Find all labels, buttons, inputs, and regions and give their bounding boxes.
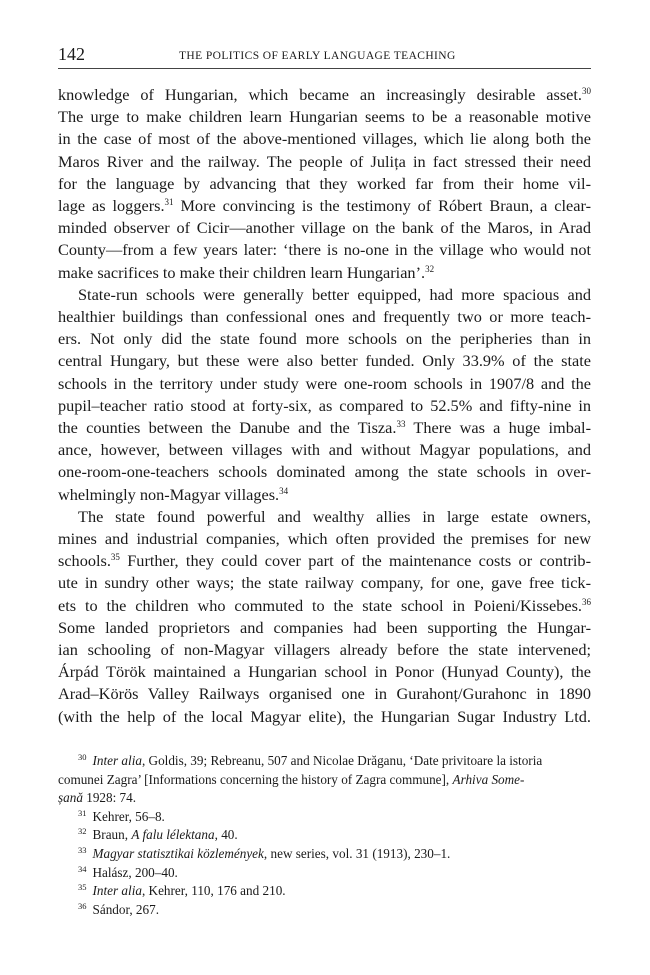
- line-text: ian schooling of non-Magyar villagers already before the state intervened;: [58, 640, 591, 660]
- line-text: Maros River and the railway. The people of Julița in fact stressed their need: [58, 151, 591, 171]
- line-text: pupil–teacher ratio stood at forty-six, as compared to 52.5% and fifty-nine in: [58, 395, 591, 415]
- text-line: [58, 239, 591, 261]
- text-line: [58, 639, 591, 661]
- line-text: State-run schools were generally better equipped, had more spacious and: [78, 284, 591, 304]
- page-number: 142: [58, 44, 85, 64]
- line-text: ance, however, between villages with and without Magyar populations, and: [58, 440, 591, 460]
- footnote-italic-text: șană: [58, 790, 83, 806]
- text-line: [58, 173, 591, 195]
- running-head: THE POLITICS OF EARLY LANGUAGE TEACHING: [179, 50, 456, 62]
- footnote-text: Braun,: [92, 827, 132, 843]
- text-line: [58, 284, 591, 306]
- footnote-number: 33: [78, 844, 87, 855]
- footnote: [58, 771, 591, 790]
- text-line: [58, 328, 591, 350]
- footnote-italic-text: Arhiva Some-: [452, 771, 525, 787]
- line-text: minded observer of Cicir—another village on the bank of the Maros, in Arad: [58, 218, 591, 238]
- text-line: [58, 506, 591, 528]
- text-line: [58, 439, 591, 461]
- line-text: make sacrifices to make their children learn Hungarian’.: [58, 262, 426, 282]
- footnote-italic-text: A falu lélektana: [131, 827, 215, 843]
- footnote-number: 32: [78, 826, 87, 837]
- body-text: [58, 84, 591, 728]
- text-line: [58, 572, 591, 594]
- line-text: ute in sundry other ways; the state railway company, for one, gave free tick-: [58, 573, 591, 593]
- text-line: [58, 528, 591, 550]
- line-text: lage as loggers.: [58, 196, 165, 216]
- footnote-text: Kehrer, 56–8.: [92, 808, 165, 824]
- footnote: [58, 882, 591, 901]
- footnote-ref[interactable]: 30: [582, 86, 591, 96]
- text-line: [58, 595, 591, 617]
- text-line: [58, 550, 591, 572]
- line-text: The state found powerful and wealthy allies in large estate owners,: [78, 506, 591, 526]
- line-text: (with the help of the local Magyar elite), the Hungarian Sugar Industry Ltd.: [58, 706, 591, 726]
- line-text: schools in the territory under study were one-room schools in 1907/8 and the: [58, 373, 591, 393]
- text-line: [58, 706, 591, 728]
- footnote-ref[interactable]: 35: [110, 552, 120, 563]
- text-line: [58, 373, 591, 395]
- footnote: [58, 845, 591, 864]
- text-line: [58, 484, 591, 506]
- line-text: mines and industrial companies, which often provided the premises for new: [58, 529, 591, 549]
- line-text-continued: There was a huge imbal-: [405, 418, 592, 438]
- footnote-italic-text: Inter alia: [92, 753, 142, 768]
- line-text-continued: Further, they could cover part of the maintenance costs or contrib-: [119, 551, 591, 571]
- line-text: knowledge of Hungarian, which became an increasingly desirable asset.: [58, 85, 582, 104]
- line-text-continued: More convincing is the testimony of Róbert Braun, a clear-: [173, 196, 591, 216]
- text-line: [58, 151, 591, 173]
- footnote-text: , 40.: [214, 827, 238, 843]
- footnotes: [58, 752, 591, 919]
- footnote-ref[interactable]: 33: [396, 419, 406, 430]
- line-text: Árpád Török maintained a Hungarian school in Ponor (Hunyad County), the: [58, 662, 591, 682]
- footnote-text: 1928: 74.: [82, 790, 137, 806]
- footnote-text: , Goldis, 39; Rebreanu, 507 and Nicolae Drăganu, ‘Date privitoare la istoria: [141, 753, 543, 768]
- line-text: County—from a few years later: ‘there is no-one in the village who would not: [58, 240, 591, 260]
- footnote-ref[interactable]: 34: [279, 485, 289, 496]
- text-line: [58, 106, 591, 128]
- page-header: [58, 44, 591, 69]
- text-line: [58, 195, 591, 217]
- text-line: [58, 461, 591, 483]
- footnote-text: , new series, vol. 31 (1913), 230–1.: [263, 845, 451, 861]
- text-line: [58, 128, 591, 150]
- text-line: [58, 683, 591, 705]
- line-text: for the language by advancing that they worked far from their home vil-: [58, 173, 591, 193]
- text-line: [58, 417, 591, 439]
- line-text: ers. Not only did the state found more schools on the peripheries than in: [58, 329, 591, 349]
- line-text: one-room-one-teachers schools dominated among the state schools in over-: [58, 462, 591, 482]
- line-text: in the case of most of the above-mentioned villages, which lie along both the: [58, 129, 591, 149]
- footnote: [58, 864, 591, 883]
- line-text: central Hungary, but these were also better funded. Only 33.9% of the state: [58, 351, 591, 371]
- text-line: [58, 84, 591, 106]
- text-line: [58, 661, 591, 683]
- line-text: the counties between the Danube and the Tisza.: [58, 418, 397, 438]
- line-text: ets to the children who commuted to the state school in Poieni/Kissebes.: [58, 595, 582, 615]
- footnote-text: comunei Zagra’ [Informations concerning the history of Zagra commune],: [58, 771, 453, 787]
- footnote-number: 34: [78, 863, 87, 874]
- text-line: [58, 306, 591, 328]
- line-text: schools.: [58, 551, 111, 571]
- footnote-text: Halász, 200–40.: [92, 864, 178, 880]
- text-line: [58, 617, 591, 639]
- footnote-text: Sándor, 267.: [92, 901, 160, 917]
- text-line: [58, 350, 591, 372]
- footnote: [58, 826, 591, 845]
- footnote-italic-text: Inter alia: [92, 883, 142, 899]
- text-line: [58, 217, 591, 239]
- line-text: Some landed proprietors and companies had been supporting the Hungar-: [58, 617, 591, 637]
- footnote-ref[interactable]: 31: [164, 197, 174, 208]
- footnote-italic-text: Magyar statisztikai közlemények: [92, 845, 264, 861]
- footnote: [58, 901, 591, 920]
- text-line: [58, 262, 591, 284]
- footnote-number: 35: [78, 882, 87, 893]
- footnote-text: , Kehrer, 110, 176 and 210.: [141, 883, 286, 899]
- line-text: healthier buildings than confessional ones and frequently two or more teach-: [58, 307, 591, 327]
- footnote: [58, 789, 591, 808]
- footnote: [58, 752, 591, 771]
- line-text: Arad–Körös Valley Railways organised one in Gurahonț/Gurahonc in 1890: [58, 684, 591, 704]
- line-text: The urge to make children learn Hungarian seems to be a reasonable motive: [58, 107, 591, 127]
- footnote-ref[interactable]: 32: [425, 263, 435, 274]
- text-line: [58, 395, 591, 417]
- footnote-number: 30: [78, 752, 87, 762]
- footnote: [58, 808, 591, 827]
- footnote-ref[interactable]: 36: [582, 596, 591, 607]
- footnote-number: 36: [78, 900, 87, 911]
- footnote-number: 31: [78, 807, 87, 818]
- line-text: whelmingly non-Magyar villages.: [58, 484, 280, 504]
